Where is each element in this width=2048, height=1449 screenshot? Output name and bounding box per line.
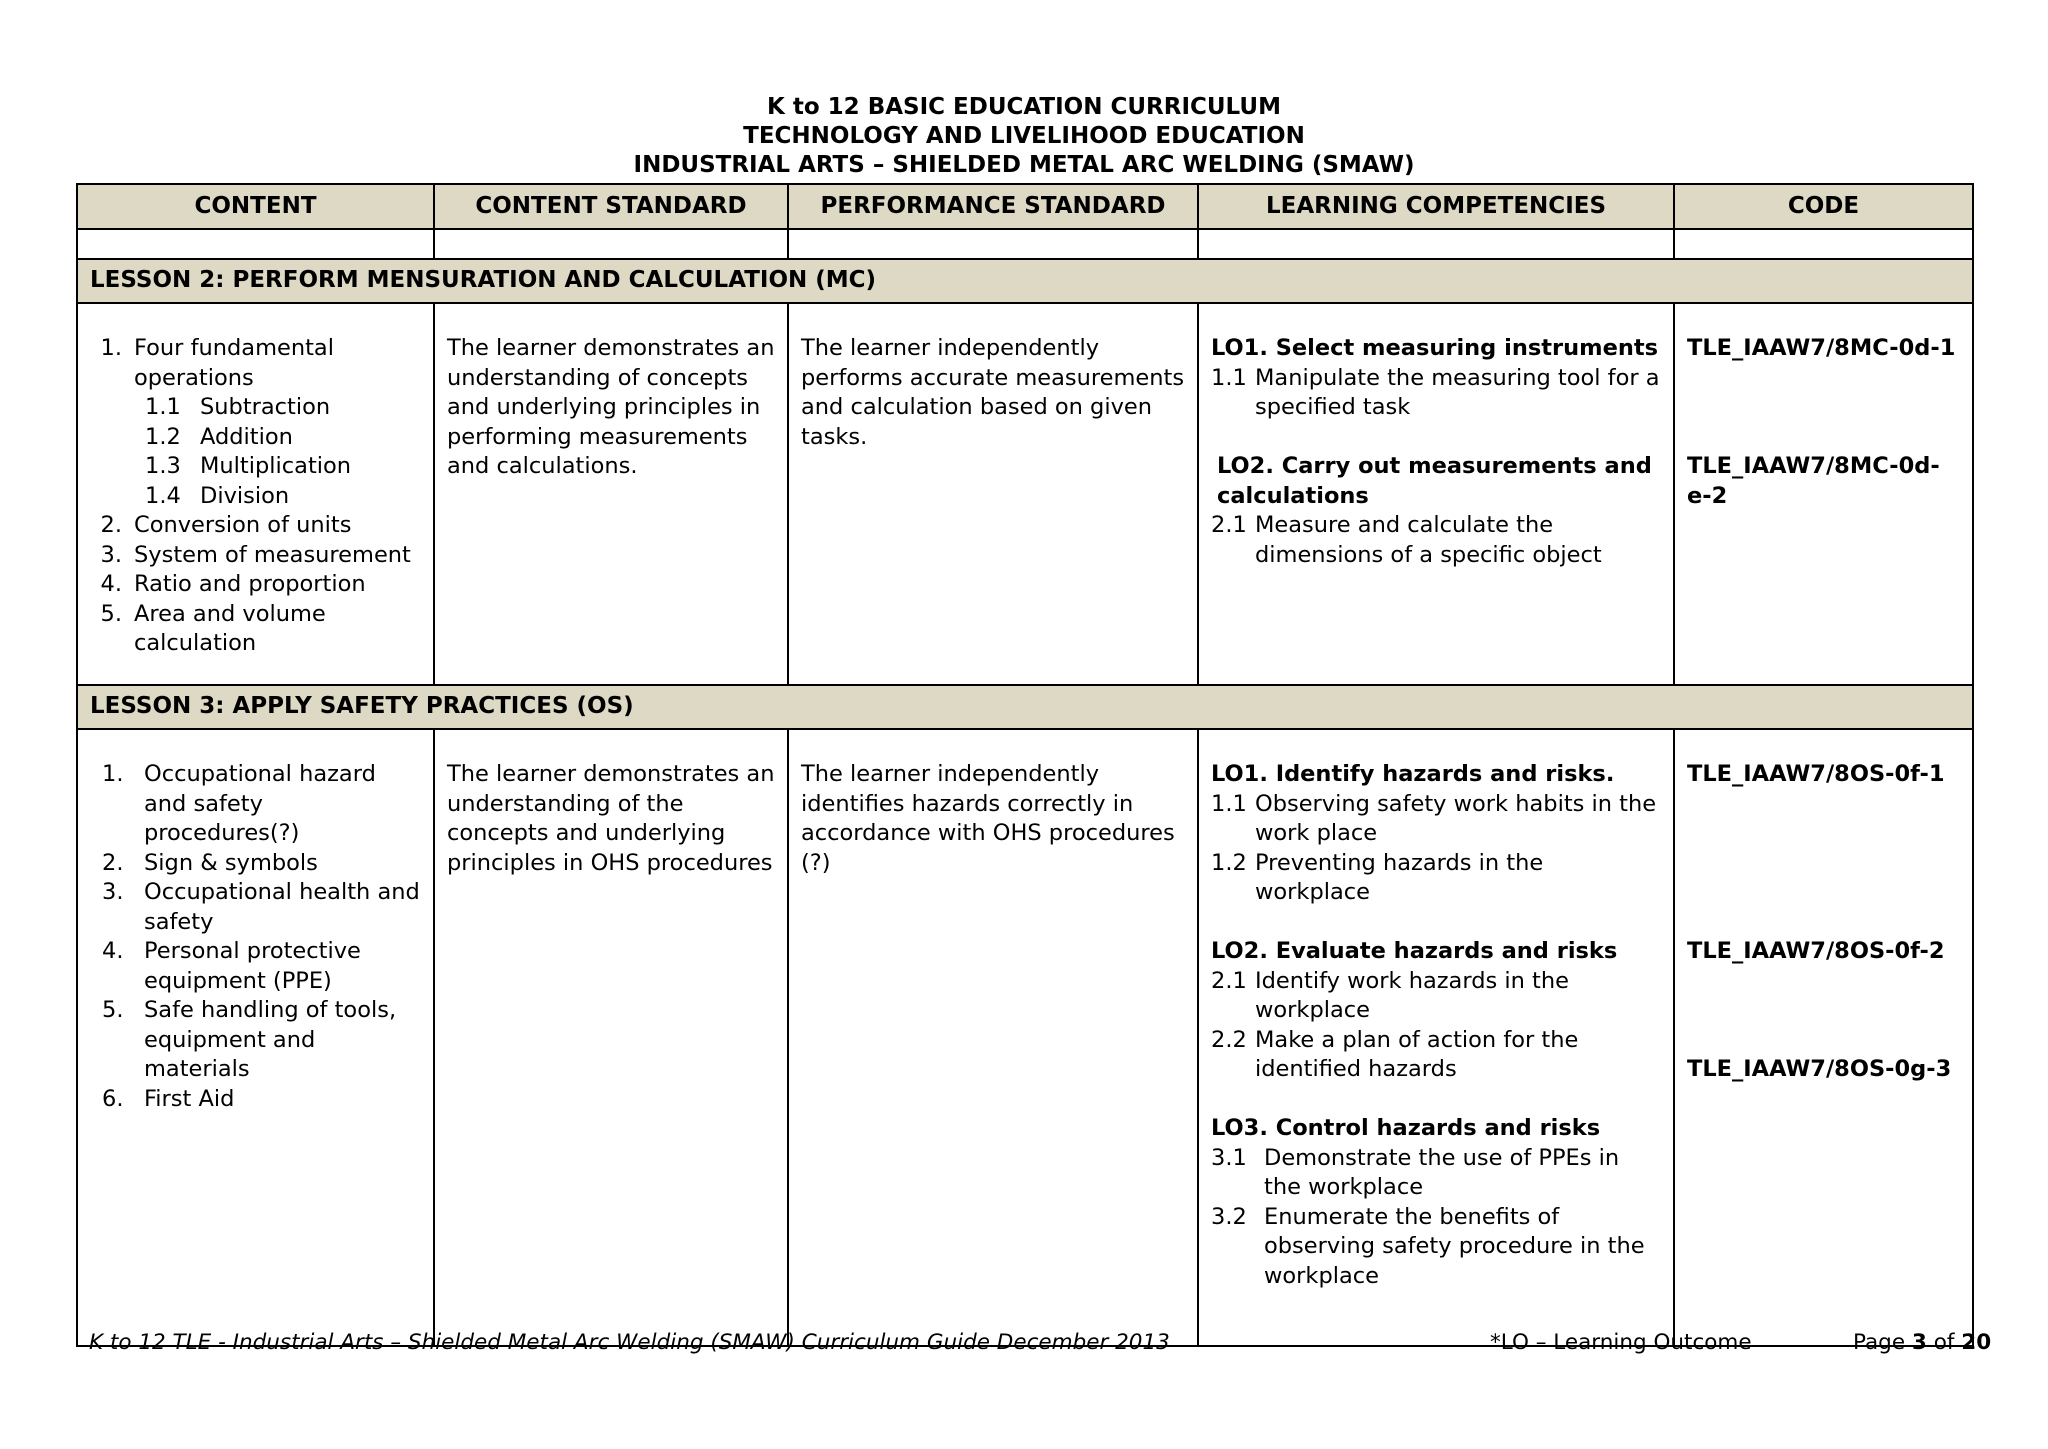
code-label: TLE_IAAW7/8OS-0g-3 [1687,1056,1952,1082]
code-label: TLE_IAAW7/8MC-0d-e-2 [1687,453,1940,509]
lesson-3-content-standard: The learner demonstrates an understanding of the concepts and underlying principles in OHS procedures [434,729,788,1346]
lesson-3-codes [1674,729,1973,1346]
col-learning-competencies: LEARNING COMPETENCIES [1198,184,1674,229]
lesson-2-content [77,303,434,685]
list-item: 2. Sign & symbols [102,849,318,876]
learning-outcome: LO1. Select measuring instruments [1211,335,1658,361]
list-item: 5. Safe handling of tools, equipment and materials [102,997,397,1082]
lesson-3-performance-standard: The learner independently identifies hazards correctly in accordance with OHS procedures (?) [788,729,1198,1346]
list-item: 1.1 Subtraction [145,394,331,420]
learning-outcome: LO1. Identify hazards and risks. [1211,761,1615,787]
lesson-2-title-row [77,259,1973,303]
lesson-2-row [77,303,1973,685]
list-item: 1.2 Addition [145,423,293,450]
lesson-3-content [77,729,434,1346]
competency: 1.1 Manipulate the measuring tool for a specified task [1211,364,1660,420]
col-content-standard: CONTENT STANDARD [434,184,788,229]
competency: 3.2 Enumerate the benefits of observing safety procedure in the workplace [1211,1203,1645,1289]
learning-outcome: LO3. Control hazards and risks [1211,1115,1601,1141]
lesson-2-content-standard: The learner demonstrates an understanding of concepts and underlying principles in performing measurements and calculations. [434,303,788,685]
learning-outcome: LO2. Carry out measurements and calculations [1217,453,1652,509]
col-content: CONTENT [77,184,434,229]
lesson-2-codes [1674,303,1973,685]
list-item: 3. System of measurement [100,541,411,568]
list-item: 2. Conversion of units [100,512,352,538]
header-line-2: TECHNOLOGY AND LIVELIHOOD EDUCATION [743,123,1305,149]
blank-row [77,229,1973,259]
col-code: CODE [1674,184,1973,229]
lesson-2-title: LESSON 2: PERFORM MENSURATION AND CALCULATION (MC) [77,259,1973,303]
competency: 1.2 Preventing hazards in the workplace [1211,849,1544,905]
competency: 3.1 Demonstrate the use of PPEs in the workplace [1211,1144,1620,1200]
list-item: 5. Area and volume calculation [100,600,326,656]
header-line-1: K to 12 BASIC EDUCATION CURRICULUM [767,94,1281,120]
code-label: TLE_IAAW7/8OS-0f-2 [1687,938,1945,964]
competency: 2.1 Identify work hazards in the workplace [1211,967,1569,1023]
list-item: 3. Occupational health and safety [102,879,420,935]
footer-note: *LO – Learning Outcome [1490,1330,1752,1355]
learning-outcome: LO2. Evaluate hazards and risks [1211,938,1618,964]
lesson-2-competencies [1198,303,1674,685]
lesson-3-competencies [1198,729,1674,1346]
list-item: 4. Ratio and proportion [100,571,366,597]
competency: 2.2 Make a plan of action for the identified hazards [1211,1026,1579,1082]
page-number: Page 3 of 20 [1853,1330,1992,1355]
lesson-3-title-row [77,685,1973,729]
code-label: TLE_IAAW7/8MC-0d-1 [1687,335,1956,361]
col-performance-standard: PERFORMANCE STANDARD [788,184,1198,229]
header-line-3: INDUSTRIAL ARTS – SHIELDED METAL ARC WELDING (SMAW) [633,152,1415,178]
list-item: 4. Personal protective equipment (PPE) [102,938,361,994]
competency: 2.1 Measure and calculate the dimensions of a specific object [1211,512,1602,568]
curriculum-table [76,183,1974,1347]
list-item: 1.3 Multiplication [145,453,352,479]
competency: 1.1 Observing safety work habits in the work place [1211,790,1657,846]
footer-title: K to 12 TLE - Industrial Arts – Shielded Metal Arc Welding (SMAW) Curriculum Guide December 2013 [89,1330,1170,1355]
list-item: 6. First Aid [102,1085,235,1112]
list-item: 1.4 Division [145,482,290,509]
column-header-row [77,184,1973,229]
document-header [76,93,1972,180]
code-label: TLE_IAAW7/8OS-0f-1 [1687,761,1945,787]
list-item: 1. Occupational hazard and safety procedures(?) [102,761,376,846]
lesson-2-performance-standard: The learner independently performs accurate measurements and calculation based on given tasks. [788,303,1198,685]
list-item: 1. Four fundamental operations [100,335,334,391]
lesson-3-title: LESSON 3: APPLY SAFETY PRACTICES (OS) [77,685,1973,729]
lesson-3-row [77,729,1973,1346]
